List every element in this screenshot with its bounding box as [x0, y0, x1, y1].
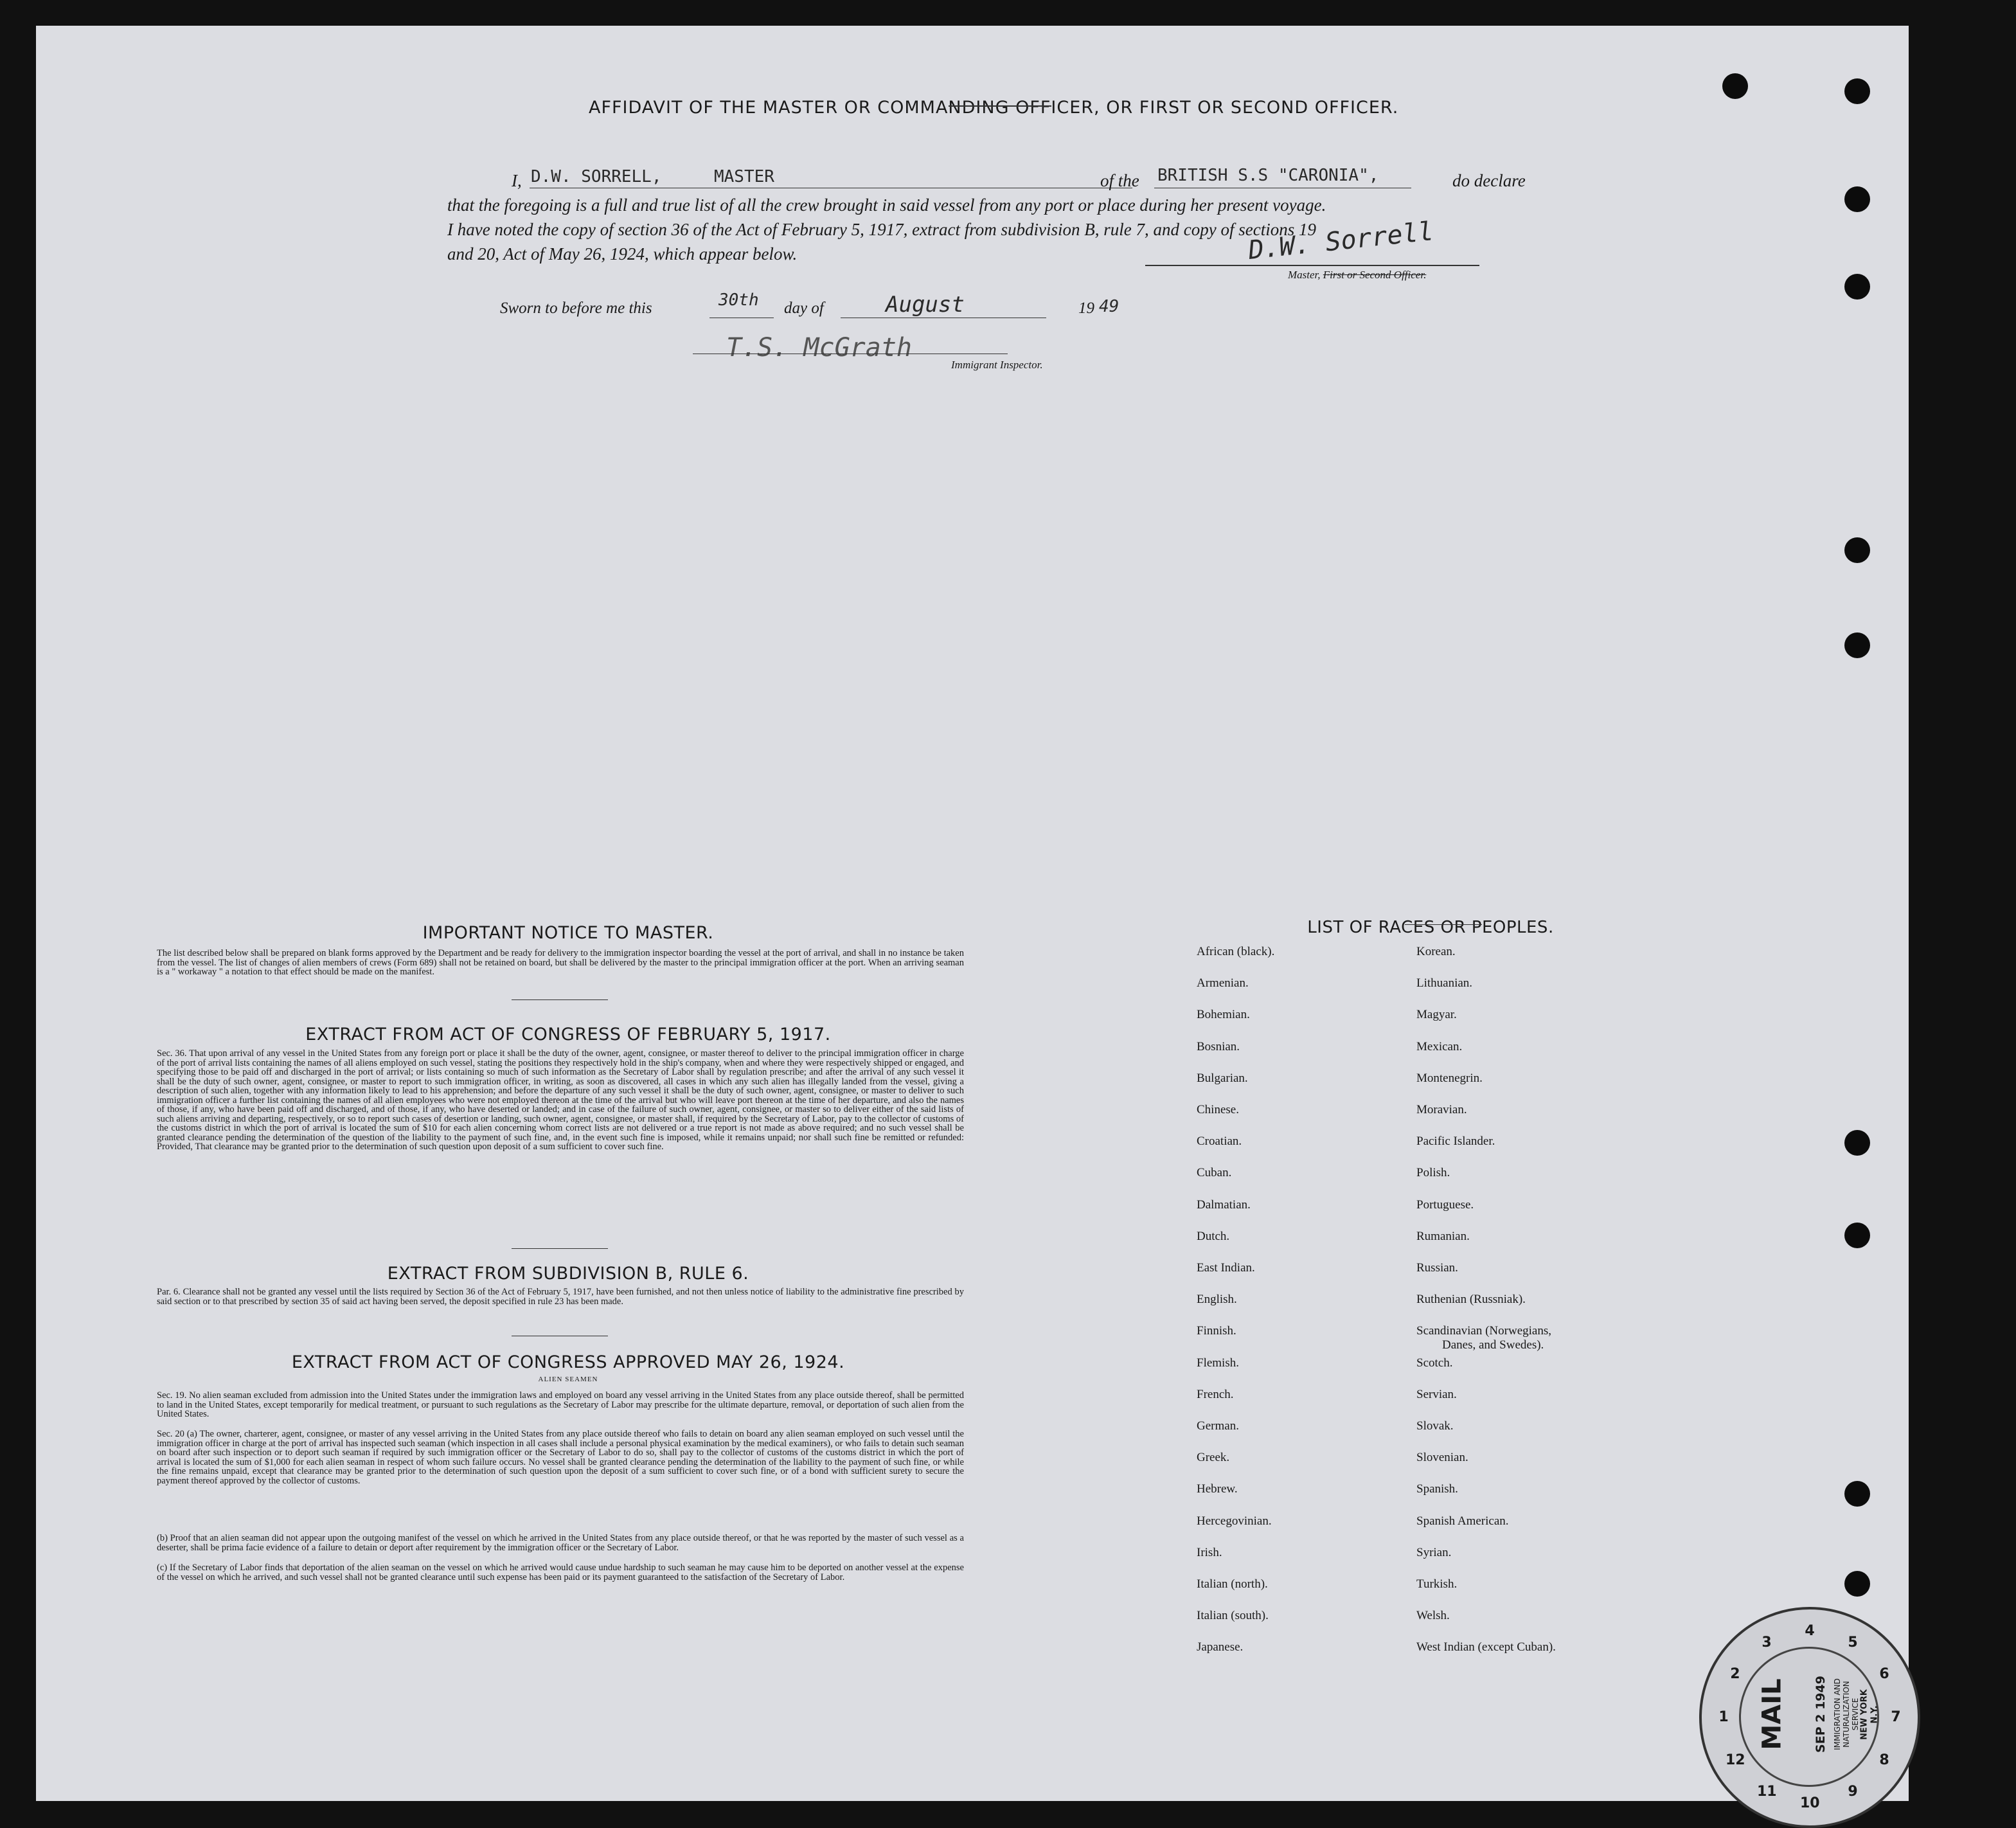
notice-title: IMPORTANT NOTICE TO MASTER. [422, 923, 714, 943]
declarant-name: D.W. SORRELL, [531, 167, 662, 186]
extract-1924-sec20a: Sec. 20 (a) The owner, charterer, agent, consignee, or master of any vessel arriving in the United States from any place outside thereof who fails to detain on board any alien seaman employed on such vessel until the immigration officer in charge at the port of arrival has inspected such seaman (which inspection in all cases shall include a personal physical examination by the medical examiners), or who fails to detain such seaman on board after such inspection or to deport such seaman if required by such immigration officer or the Secretary of Labor to do so, shall pay to the collector of customs of the customs district in which the port of arrival is located the sum of $1,000 for each alien seaman in respect of whom such failure occurs. No vessel shall be granted clearance pending the determination of the liability to the payment of such fine, or while the fine remains unpaid, except that clearance may be granted prior to the determination of such question upon the deposit of a sum sufficient to cover such fine, or of a bond with sufficient surety to secure the payment thereof approved by the collector of customs. [157, 1429, 964, 1486]
race-item: Welsh. [1416, 1609, 1450, 1623]
stamp-digit: 6 [1879, 1666, 1889, 1682]
race-item: Hebrew. [1197, 1482, 1238, 1496]
race-item: Cuban. [1197, 1166, 1232, 1180]
stamp-city: NEW YORK [1859, 1689, 1869, 1740]
race-item: Pacific Islander. [1416, 1134, 1495, 1149]
race-item: Slovak. [1416, 1419, 1454, 1433]
race-item: Mexican. [1416, 1039, 1463, 1053]
race-item: Bulgarian. [1197, 1071, 1248, 1085]
race-item: Flemish. [1197, 1356, 1239, 1370]
notice-divider [512, 999, 608, 1000]
stamp-agency-3: SERVICE [1851, 1698, 1860, 1731]
declaration-line-4: and 20, Act of May 26, 1924, which appear below. [447, 244, 798, 264]
declaration-line-3: I have noted the copy of section 36 of the Act of February 5, 1917, extract from subdivision B, rule 7, and copy of sections 19 [447, 220, 1316, 239]
race-item: English. [1197, 1293, 1237, 1307]
subdivision-body: Par. 6. Clearance shall not be granted any vessel until the lists required by Section 36 of the Act of February 5, 1917, have been furnished, and not then unless notice of liability to the administrative fine prescribed by said section or to that prescribed by section 35 of said act having been served, the deposit specified in rule 23 has been made. [157, 1287, 964, 1307]
race-item: Syrian. [1416, 1545, 1452, 1559]
stamp-digit: 9 [1848, 1784, 1858, 1800]
race-item: Servian. [1416, 1387, 1457, 1401]
race-item: Portuguese. [1416, 1197, 1474, 1212]
race-item-continuation: Danes, and Swedes). [1442, 1338, 1544, 1352]
document-page [36, 26, 1909, 1811]
punch-hole [1844, 632, 1870, 658]
affidavit-title: AFFIDAVIT OF THE MASTER OR COMMANDING OFFICER, OR FIRST OR SECOND OFFICER. [589, 98, 1399, 118]
of-the-label: of the [1100, 171, 1139, 190]
race-item: French. [1197, 1387, 1234, 1401]
race-item: West Indian (except Cuban). [1416, 1640, 1556, 1654]
declaration-line-1 [447, 168, 1540, 193]
punch-hole [1844, 1223, 1870, 1248]
stamp-label: MAIL [1757, 1678, 1787, 1750]
extract-1924-sec20b: (b) Proof that an alien seaman did not appear upon the outgoing manifest of the vessel on which he arrived in the United States from any place outside thereof, or that he was reported by the master of such vessel as a deserter, shall be prima facie evidence of a failure to detain or deport after requirement by the immigration officer or the Secretary of Labor. [157, 1533, 964, 1553]
race-item: Scotch. [1416, 1356, 1453, 1370]
extract-1924-title: EXTRACT FROM ACT OF CONGRESS APPROVED MAY 26, 1924. [291, 1352, 845, 1372]
race-item: Lithuanian. [1416, 976, 1473, 990]
race-item: Montenegrin. [1416, 1071, 1483, 1085]
race-item: Italian (north). [1197, 1577, 1268, 1591]
stamp-digit: 12 [1725, 1752, 1745, 1768]
sworn-line [500, 291, 1207, 328]
extract-1917-body: Sec. 36. That upon arrival of any vessel in the United States from any foreign port or place it shall be the duty of the owner, agent, consignee, or master thereof to deliver to the principal immigration officer in charge of the port of arrival lists containing the names of all aliens employed on such vessel, stating the positions they respectively hold in the ship's company, when and where they were respectively shipped or engaged, and specifying those to be paid off and discharged in the port of arrival; or lists containing so much of such information as the Secretary of Labor shall by regulation prescribe; and after the arrival of any such vessel it shall be the duty of such owner, agent, consignee, or master to report to such immigration officer, in writing, as soon as discovered, all cases in which any such alien has illegally landed from the vessel, giving a description of such alien, together with any information likely to lead to his apprehension; and before the departure of any such vessel it shall be the duty of such owner, agent, consignee, or master to deliver to such immigration officer a further list containing the names of all alien employees who were not employed thereon at the time of the arrival but who will leave port thereon at the time of her departure, and also the names of those, if any, who have been paid off and discharged, and of those, if any, who have deserted or landed; and in case of the failure of such owner, agent, consignee, or master so to deliver either of the said lists of such aliens arriving and departing, respectively, or so to report such cases of desertion or landing, such owner, agent, consignee, or master shall, if required by the Secretary of Labor, pay to the collector of customs of the customs district in which the port of arrival is located the sum of $10 for each alien concerning whom correct lists are not delivered or a true report is not made as above required; and no such vessel shall be granted clearance pending the determination of the question of the liability to the payment of such fine, and, in the event such fine is imposed, while it remains unpaid; nor shall such fine be remitted or refunded: Provided, That clearance may be granted prior to the determination of such question upon deposit of a sum sufficient to cover such fine. [157, 1048, 964, 1152]
punch-hole [1844, 537, 1870, 563]
master-caption-master: Master, [1288, 269, 1321, 281]
race-item: Scandinavian (Norwegians, [1416, 1324, 1551, 1338]
inspector-caption: Immigrant Inspector. [951, 359, 1043, 371]
race-item: Russian. [1416, 1261, 1458, 1275]
race-item: Bohemian. [1197, 1008, 1250, 1022]
stamp-digit: 10 [1800, 1795, 1820, 1811]
stamp-agency-2: NATURALIZATION [1842, 1681, 1851, 1748]
punch-hole [1844, 274, 1870, 300]
stamp-digit: 2 [1730, 1666, 1740, 1682]
stamp-digit: 5 [1848, 1634, 1858, 1651]
race-item: Spanish American. [1416, 1514, 1509, 1528]
year-suffix: 49 [1099, 297, 1120, 316]
stamp-agency-1: IMMIGRATION AND [1833, 1678, 1842, 1750]
master-caption-struck: First or Second Officer. [1323, 269, 1427, 281]
vessel-name: BRITISH S.S "CARONIA", [1157, 166, 1379, 185]
punch-hole [1844, 78, 1870, 104]
race-item: Spanish. [1416, 1482, 1458, 1496]
extract-1917-title: EXTRACT FROM ACT OF CONGRESS OF FEBRUARY 5, 1917. [305, 1025, 831, 1044]
race-item: Dalmatian. [1197, 1197, 1251, 1212]
races-title: LIST OF RACES OR PEOPLES. [1307, 918, 1554, 937]
race-item: Rumanian. [1416, 1229, 1470, 1243]
stamp-digit-ring [1702, 1609, 1918, 1825]
stamp-date: SEP 2 1949 [1814, 1676, 1828, 1753]
punch-hole [1844, 186, 1870, 212]
race-item: African (black). [1197, 945, 1275, 958]
declarant-rank: MASTER [714, 167, 774, 186]
race-item: Croatian. [1197, 1134, 1242, 1149]
race-item: Japanese. [1197, 1640, 1244, 1654]
race-item: Polish. [1416, 1166, 1450, 1180]
punch-hole [1844, 1481, 1870, 1507]
race-item: Irish. [1197, 1545, 1222, 1559]
sworn-day: 30th [718, 291, 759, 310]
race-item: Korean. [1416, 945, 1456, 958]
race-item: German. [1197, 1419, 1239, 1433]
stamp-digit: 7 [1891, 1709, 1901, 1725]
race-item: Armenian. [1197, 976, 1249, 990]
declarant-prefix: I, [512, 171, 522, 190]
punch-hole [1722, 73, 1748, 99]
sworn-prefix: Sworn to before me this [500, 300, 652, 317]
stamp-digit: 11 [1757, 1784, 1777, 1800]
race-item: Moravian. [1416, 1103, 1467, 1116]
stamp-state: N.Y. [1869, 1705, 1880, 1724]
sworn-month: August [886, 292, 965, 318]
year-prefix: 19 [1078, 300, 1094, 317]
race-item: East Indian. [1197, 1261, 1255, 1275]
race-item: Italian (south). [1197, 1609, 1269, 1623]
race-item: Finnish. [1197, 1324, 1236, 1338]
race-item: Slovenian. [1416, 1451, 1468, 1465]
master-caption [1288, 269, 1426, 282]
extract-1924-sec19: Sec. 19. No alien seaman excluded from admission into the United States under the immigration laws and employed on board any vessel arriving in the United States from any place outside thereof, shall be permitted to land in the United States, except temporarily for medical treatment, or pursuant to such regulations as the Secretary of Labor may prescribe for the ultimate departure, removal, or deportation of such alien from the United States. [157, 1390, 964, 1419]
notice-body: The list described below shall be prepared on blank forms approved by the Department and be ready for delivery to the immigration inspector boarding the vessel at the port of arrival, and shall in no instance be taken from the vessel. The list of changes of alien members of crews (Form 689) shall not be retained on board, but shall be delivered by the master to the principal immigration officer at the port. When an arriving seaman is a " workaway " a notation to that effect should be made on the manifest. [157, 948, 964, 977]
subdivision-title: EXTRACT FROM SUBDIVISION B, RULE 6. [387, 1264, 749, 1284]
punch-hole [1844, 1571, 1870, 1597]
race-item: Dutch. [1197, 1229, 1230, 1243]
declaration-line-2: that the foregoing is a full and true list of all the crew brought in said vessel from any port or place during her present voyage. [447, 195, 1326, 215]
stamp-digit: 4 [1805, 1623, 1815, 1639]
stamp-digit: 3 [1762, 1634, 1772, 1651]
stamp-digit: 8 [1879, 1752, 1889, 1768]
race-item: Turkish. [1416, 1577, 1458, 1591]
extract-1924-sec20c: (c) If the Secretary of Labor finds that deportation of the alien seaman on the vessel on which he arrived would cause undue hardship to such seaman he may cause him to be deported on another vessel at the expense of the vessel on which he arrived, and such vessel shall not be granted clearance until such expense has been paid or its payment guaranteed to the satisfaction of the Secretary of Labor. [157, 1563, 964, 1582]
punch-hole [1844, 1130, 1870, 1156]
master-signature-line [1145, 265, 1479, 266]
extract-1917-divider [512, 1248, 608, 1249]
do-declare-label: do declare [1452, 171, 1526, 190]
title-divider [949, 105, 1051, 107]
inspector-signature: T.S. McGrath [726, 333, 912, 363]
race-item: Chinese. [1197, 1103, 1239, 1116]
extract-1924-subtitle: ALIEN SEAMEN [538, 1375, 598, 1383]
stamp-digit: 1 [1718, 1709, 1729, 1725]
race-item: Greek. [1197, 1451, 1230, 1465]
race-item: Magyar. [1416, 1008, 1457, 1022]
race-item: Bosnian. [1197, 1039, 1240, 1053]
master-signature: D.W. Sorrell [1247, 217, 1435, 265]
day-of-label: day of [784, 300, 824, 317]
race-item: Ruthenian (Russniak). [1416, 1293, 1526, 1307]
races-divider [1405, 924, 1482, 925]
race-item: Hercegovinian. [1197, 1514, 1272, 1528]
mail-stamp [1699, 1607, 1920, 1828]
